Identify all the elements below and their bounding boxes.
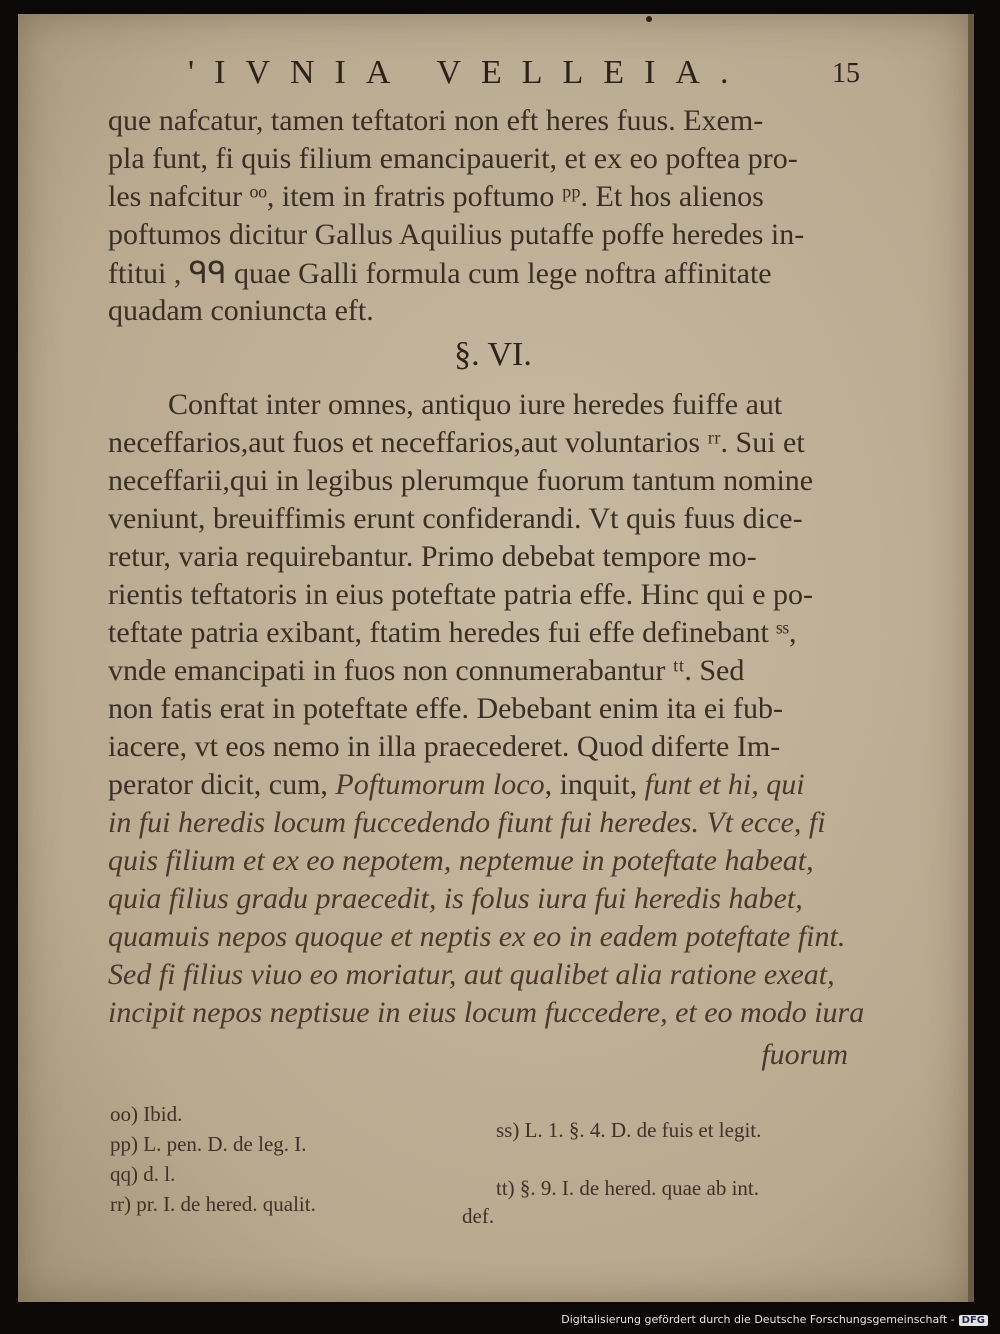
text-line: les nafcitur ᵒᵒ, item in fratris poftumo ᵖᵖ. Et hos alienos [108, 180, 764, 213]
footnote: rr) pr. I. de hered. qualit. [110, 1192, 316, 1216]
text-line: pla funt, fi quis filium emancipauerit, et ex eo poftea pro- [108, 142, 798, 175]
text-line: teftate patria exibant, ftatim heredes fui effe definebant ˢˢ, [108, 616, 797, 649]
text-line: Conftat inter omnes, antiquo iure heredes fuiffe aut [168, 388, 783, 421]
text-line: veniunt, breuiffimis erunt confiderandi. Vt quis fuus dice- [108, 502, 803, 535]
italic-text-line: in fui heredis locum fuccedendo fiunt fui heredes. Vt ecce, fi [108, 806, 826, 839]
page-number: 15 [832, 58, 860, 89]
text-line: neceffarios,aut fuos et neceffarios,aut voluntarios ʳʳ. Sui et [108, 426, 805, 459]
text-line: iacere, vt eos nemo in illa praecederet. Quod diferte Im- [108, 730, 781, 763]
italic-text-line: quia filius gradu praecedit, is folus iura fui heredis habet, [108, 882, 803, 915]
text-line: que nafcatur, tamen teftatori non eft heres fuus. Exem- [108, 104, 764, 137]
text-roman: perator dicit, cum, [108, 768, 336, 801]
text-line: poftumos dicitur Gallus Aquilius putaffe poffe heredes in- [108, 218, 805, 251]
digitization-credit [561, 1313, 988, 1326]
footnote: tt) §. 9. I. de hered. quae ab int. [496, 1176, 759, 1200]
catchword: fuorum [761, 1038, 848, 1071]
book-page [18, 14, 974, 1302]
italic-text-line: quamuis nepos quoque et neptis ex eo in eadem poteftate fint. [108, 920, 846, 953]
mixed-text-line [108, 768, 848, 802]
footnote: pp) L. pen. D. de leg. I. [110, 1132, 307, 1156]
text-line: neceffarii,qui in legibus plerumque fuorum tantum nomine [108, 464, 814, 497]
dfg-logo: DFG [959, 1315, 988, 1326]
text-line: non fatis erat in poteftate effe. Debebant enim ita ei fub- [108, 692, 783, 725]
text-line: vnde emancipati in fuos non connumerabantur ᵗᵗ. Sed [108, 654, 745, 687]
footnote: def. [462, 1204, 495, 1228]
italic-text-line: Sed fi filius viuo eo moriatur, aut qualibet alia ratione exeat, [108, 958, 835, 991]
text-line: ftitui , ᑫᑫ quae Galli formula cum lege noftra affinitate [108, 257, 772, 290]
running-head: 'IVNIA VELLEIA. [188, 54, 749, 91]
italic-text-line: incipit nepos neptisue in eius locum fuccedere, et eo modo iura [108, 996, 865, 1029]
footnote: oo) Ibid. [110, 1102, 183, 1126]
footnote: ss) L. 1. §. 4. D. de fuis et legit. [496, 1118, 762, 1142]
credit-text: Digitalisierung gefördert durch die Deutsche Forschungsgemeinschaft - [561, 1313, 955, 1326]
page-header [188, 54, 860, 94]
ink-speck [646, 16, 652, 22]
text-italic: Poftumorum loco [335, 768, 545, 801]
text-roman: , inquit, [544, 768, 645, 801]
section-heading: §. VI. [454, 336, 532, 373]
text-line: retur, varia requirebantur. Primo debebat tempore mo- [108, 540, 757, 573]
text-line: quadam coniuncta eft. [108, 294, 374, 327]
footnote: qq) d. l. [110, 1162, 176, 1186]
text-line: rientis teftatoris in eius poteftate patria effe. Hinc qui e po- [108, 578, 814, 611]
italic-text-line: quis filium et ex eo nepotem, neptemue in poteftate habeat, [108, 844, 814, 877]
text-italic: funt et hi, qui [644, 768, 805, 801]
